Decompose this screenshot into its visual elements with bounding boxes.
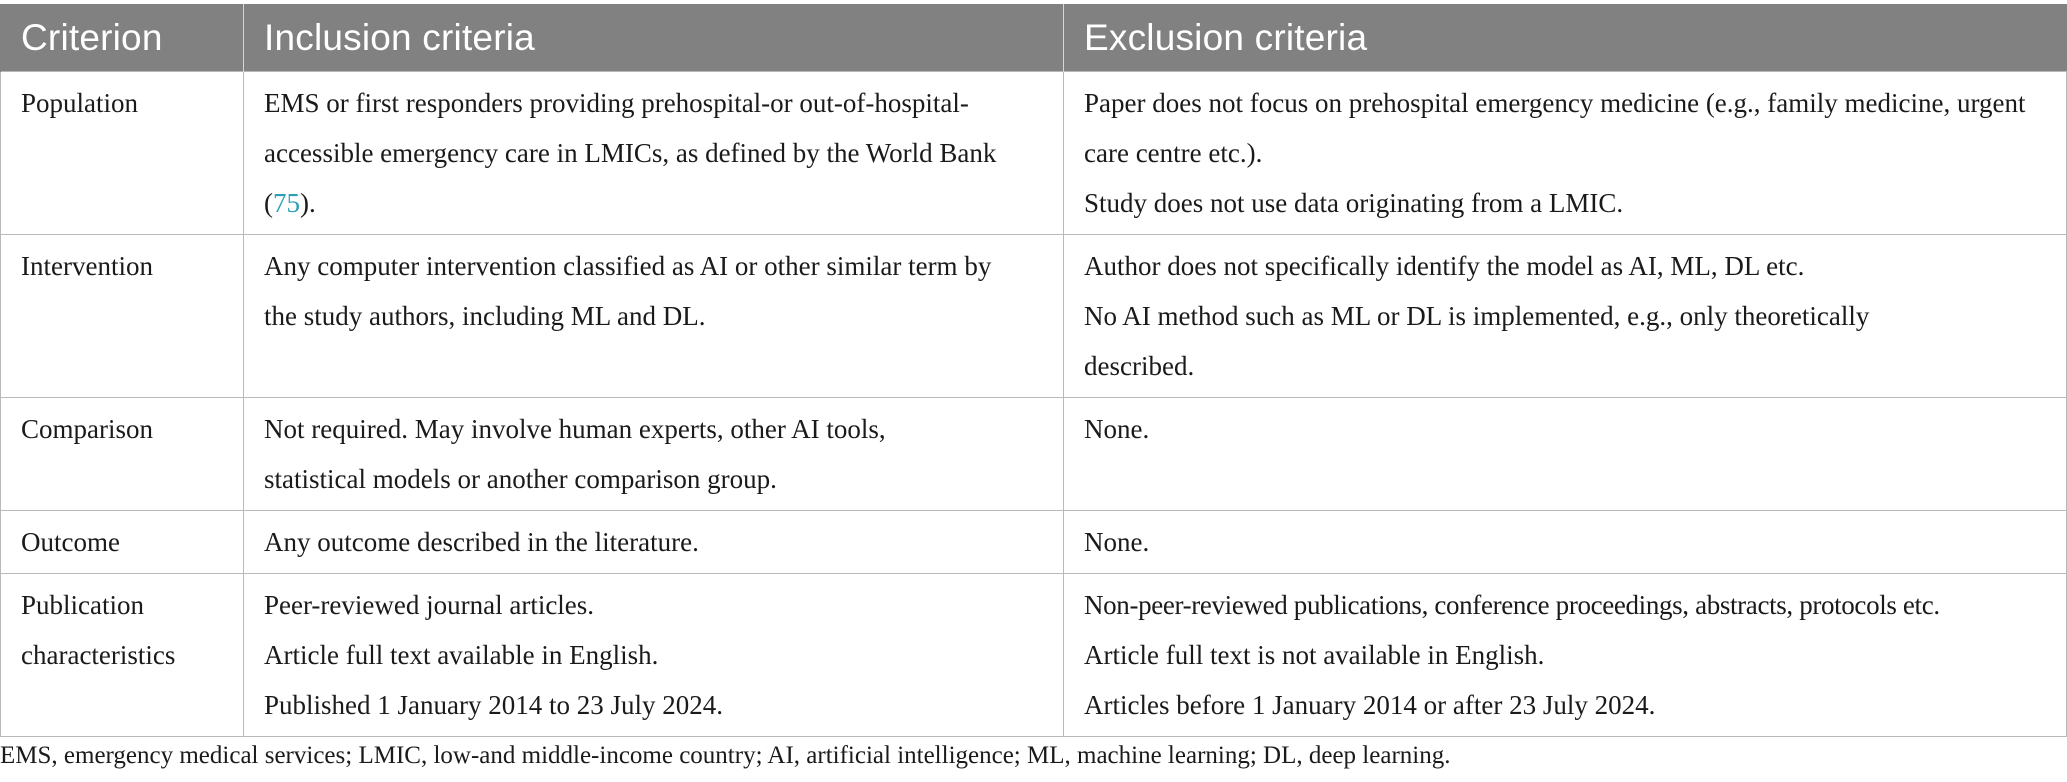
exclusion-cell xyxy=(1064,72,2067,235)
table-row xyxy=(1,511,2067,574)
criterion-cell xyxy=(1,398,244,511)
table-row xyxy=(1,72,2067,235)
criterion-text: Comparison xyxy=(21,414,153,444)
inclusion-text: Published 1 January 2014 to 23 July 2024. xyxy=(264,690,723,720)
inclusion-text: Peer-reviewed journal articles. xyxy=(264,590,595,620)
table-body xyxy=(1,72,2067,737)
criterion-cell xyxy=(1,511,244,574)
exclusion-text: Study does not use data originating from a LMIC. xyxy=(1084,188,1624,218)
table-row xyxy=(1,235,2067,398)
exclusion-cell xyxy=(1064,511,2067,574)
criterion-text: Outcome xyxy=(21,527,120,557)
table-row xyxy=(1,574,2067,737)
exclusion-text: Paper does not focus on prehospital emergency medicine (e.g., family medicine, urgent care centre etc.). xyxy=(1084,88,2026,168)
inclusion-cell xyxy=(244,235,1064,398)
inclusion-cell xyxy=(244,511,1064,574)
criterion-cell xyxy=(1,72,244,235)
table-header xyxy=(1,4,2067,72)
header-inclusion: Inclusion criteria xyxy=(244,4,1064,72)
exclusion-text: Non-peer-reviewed publications, conference proceedings, abstracts, protocols etc. xyxy=(1084,590,1940,620)
exclusion-text: None. xyxy=(1084,527,1150,557)
inclusion-text-end: ). xyxy=(300,188,316,218)
criterion-cell xyxy=(1,235,244,398)
table-footnote: EMS, emergency medical services; LMIC, low-and middle-income country; AI, artificial intelligence; ML, machine learning; DL, deep learning. xyxy=(0,742,1451,769)
criterion-text: Intervention xyxy=(21,251,153,281)
exclusion-text: None. xyxy=(1084,414,1150,444)
inclusion-text: Any computer intervention classified as AI or other similar term by the study authors, including ML and DL. xyxy=(264,251,992,331)
inclusion-cell xyxy=(244,398,1064,511)
criteria-table xyxy=(0,4,2067,737)
inclusion-cell xyxy=(244,72,1064,235)
inclusion-cell xyxy=(244,574,1064,737)
header-criterion: Criterion xyxy=(1,4,244,72)
inclusion-text: Article full text available in English. xyxy=(264,640,659,670)
criterion-text: Population xyxy=(21,88,139,118)
inclusion-text: EMS or first responders providing prehospital-or out-of-hospital-accessible emergency care in LMICs, as defined by the World Bank ( xyxy=(264,88,997,218)
reference-link[interactable]: 75 xyxy=(273,188,300,218)
exclusion-text: Article full text is not available in English. xyxy=(1084,640,1545,670)
header-row xyxy=(1,4,2067,72)
criterion-text: Publication characteristics xyxy=(21,590,176,670)
exclusion-cell xyxy=(1064,574,2067,737)
exclusion-text: No AI method such as ML or DL is implemented, e.g., only theoretically described. xyxy=(1084,301,1870,381)
inclusion-text: Not required. May involve human experts, other AI tools, statistical models or another comparison group. xyxy=(264,414,886,494)
exclusion-cell xyxy=(1064,398,2067,511)
exclusion-text: Author does not specifically identify the model as AI, ML, DL etc. xyxy=(1084,251,1805,281)
table-row xyxy=(1,398,2067,511)
inclusion-text: Any outcome described in the literature. xyxy=(264,527,699,557)
criteria-table-container xyxy=(0,4,2066,737)
exclusion-text: Articles before 1 January 2014 or after 23 July 2024. xyxy=(1084,690,1656,720)
header-exclusion: Exclusion criteria xyxy=(1064,4,2067,72)
criterion-cell xyxy=(1,574,244,737)
exclusion-cell xyxy=(1064,235,2067,398)
